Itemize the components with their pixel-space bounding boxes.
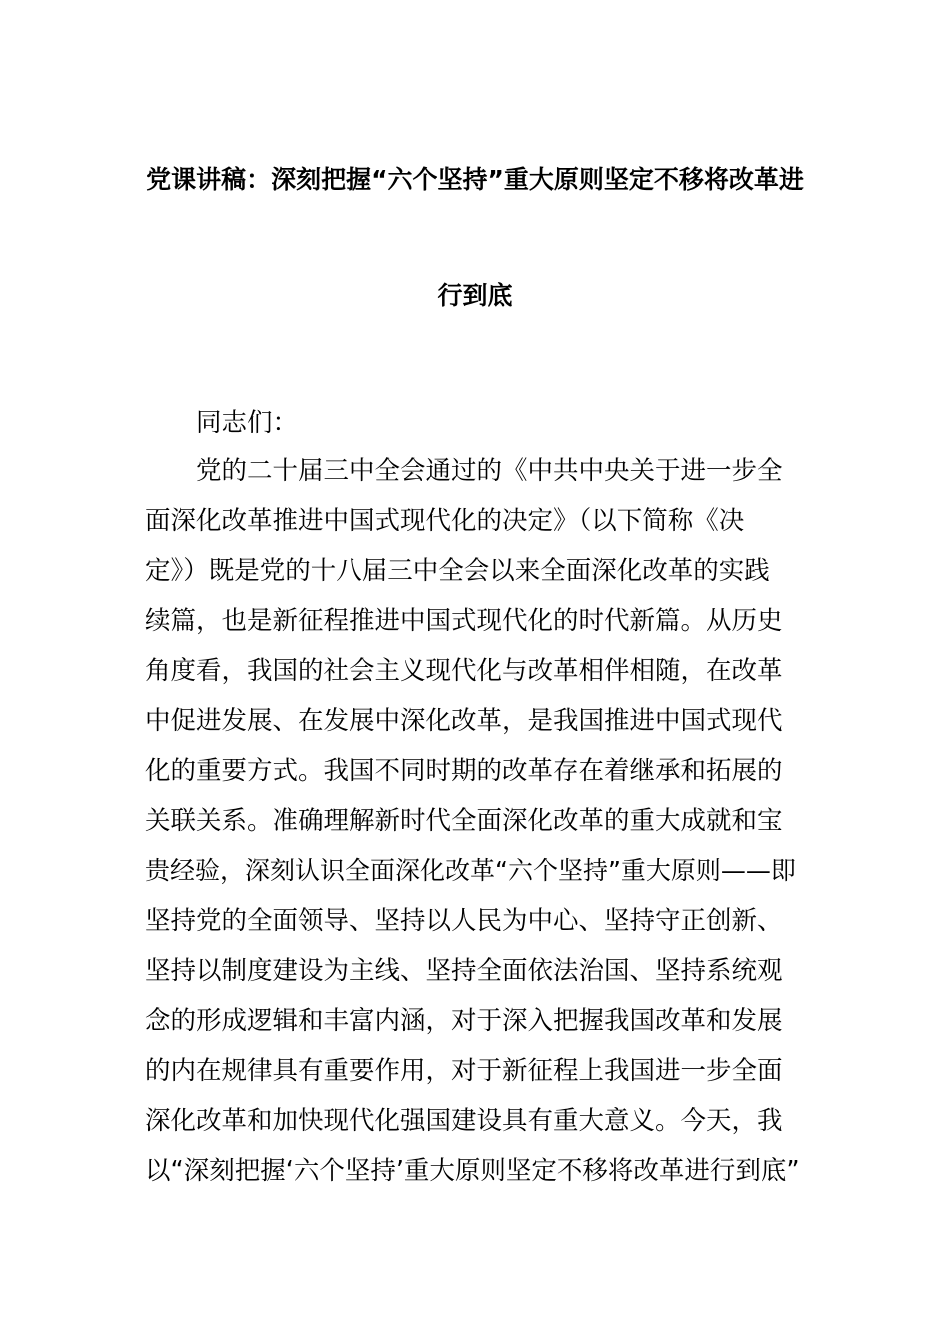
paragraph-line-14: 深化改革和加快现代化强国建设具有重大意义。今天，我 (145, 1106, 783, 1136)
paragraph-line-6: 中促进发展、在发展中深化改革，是我国推进中国式现代 (145, 706, 783, 736)
salutation: 同志们： (196, 408, 299, 438)
paragraph-line-15: 以“深刻把握‘六个坚持’重大原则坚定不移将改革进行到底” (145, 1156, 800, 1186)
paragraph-line-11: 坚持以制度建设为主线、坚持全面依法治国、坚持系统观 (145, 956, 783, 986)
paragraph-line-10: 坚持党的全面领导、坚持以人民为中心、坚持守正创新、 (145, 906, 783, 936)
document-title-line-2: 行到底 (437, 281, 513, 310)
paragraph-line-9: 贵经验，深刻认识全面深化改革“六个坚持”重大原则——即 (145, 856, 796, 885)
document-title-line-1: 党课讲稿：深刻把握“六个坚持”重大原则坚定不移将改革进 (146, 165, 804, 194)
paragraph-line-4: 续篇，也是新征程推进中国式现代化的时代新篇。从历史 (145, 606, 783, 636)
paragraph-line-5: 角度看，我国的社会主义现代化与改革相伴相随，在改革 (145, 656, 783, 686)
paragraph-line-8: 关联关系。准确理解新时代全面深化改革的重大成就和宝 (145, 806, 783, 836)
paragraph-line-3: 定》）既是党的十八届三中全会以来全面深化改革的实践 (145, 556, 770, 586)
paragraph-line-13: 的内在规律具有重要作用，对于新征程上我国进一步全面 (145, 1056, 783, 1086)
paragraph-line-2: 面深化改革推进中国式现代化的决定》（以下简称《决 (145, 506, 745, 536)
paragraph-line-7: 化的重要方式。我国不同时期的改革存在着继承和拓展的 (145, 756, 783, 786)
paragraph-line-1: 党的二十届三中全会通过的《中共中央关于进一步全 (196, 456, 783, 486)
paragraph-line-12: 念的形成逻辑和丰富内涵，对于深入把握我国改革和发展 (145, 1006, 783, 1036)
